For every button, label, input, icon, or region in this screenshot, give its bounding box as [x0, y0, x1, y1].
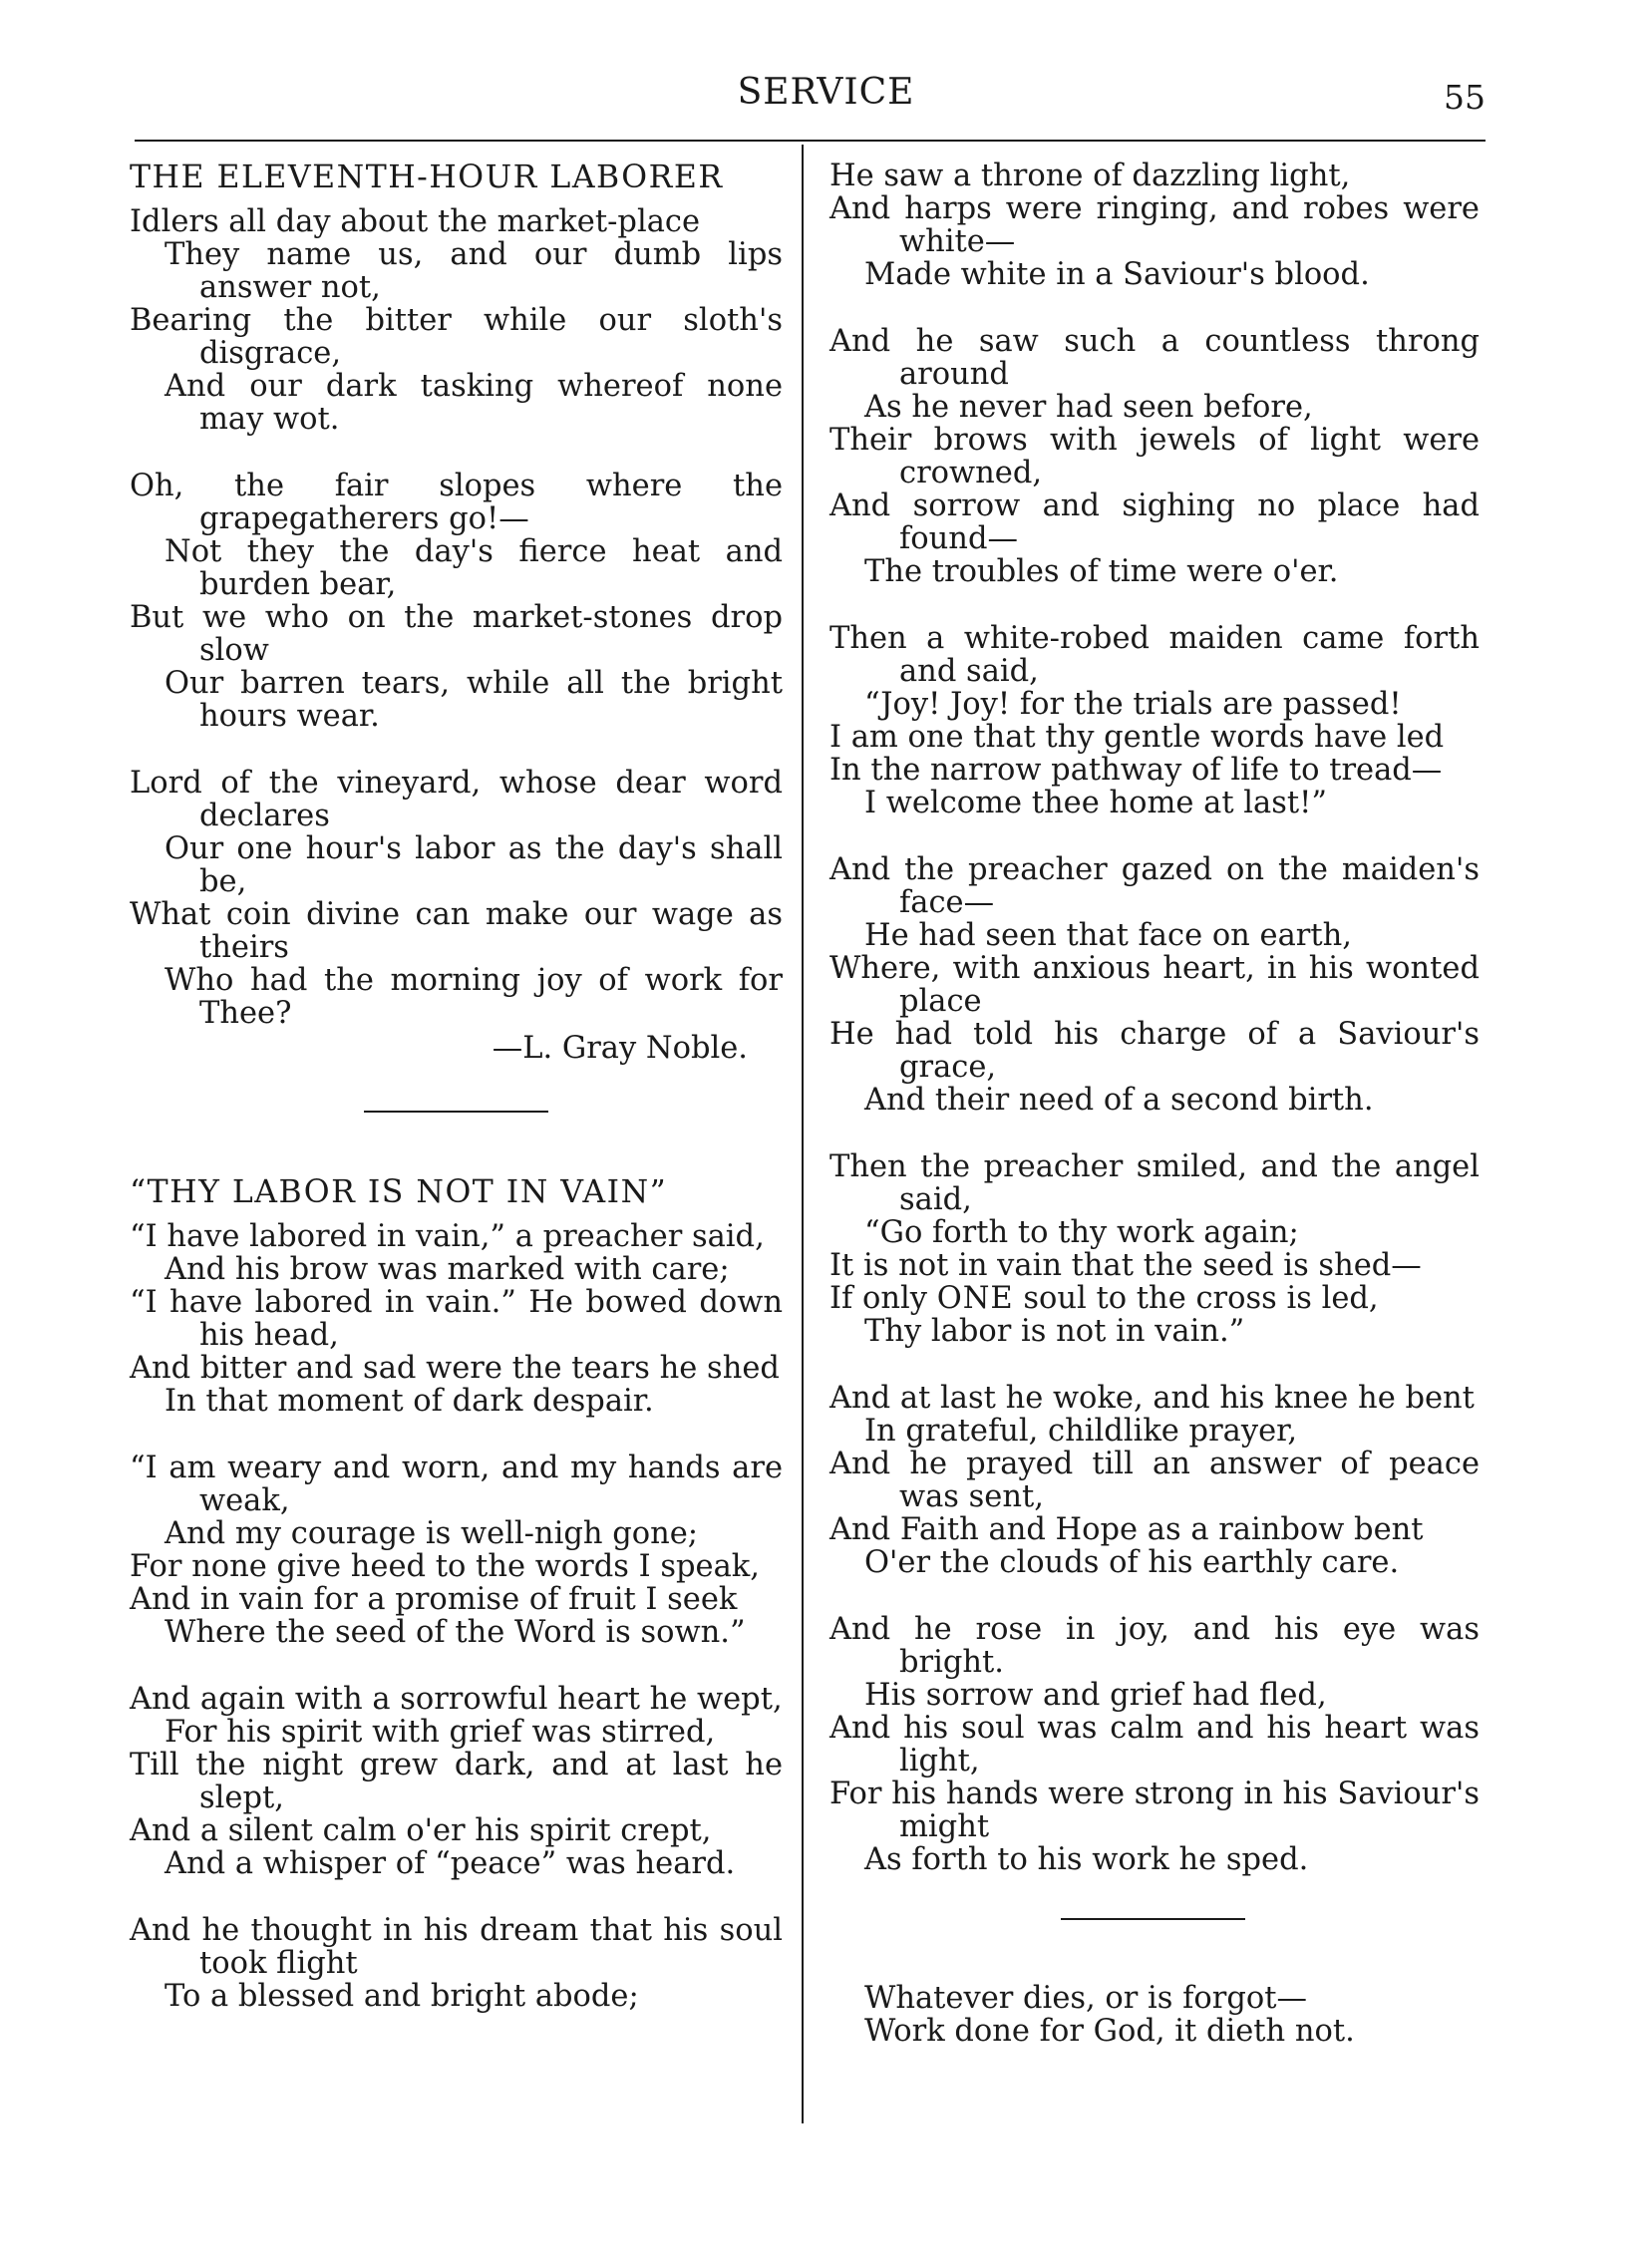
stanza [829, 853, 1480, 1117]
verse-line: What coin divine can make our wage as theirs [130, 897, 783, 965]
stanza [829, 160, 1480, 291]
attribution: —L. Gray Noble. [492, 1031, 748, 1066]
verse-line: And in vain for a promise of fruit I seek [130, 1582, 738, 1617]
verse-line: And our dark tasking whereof none may wot. [165, 369, 783, 437]
verse-line: And harps were ringing, and robes were white— [829, 191, 1480, 259]
verse-line: And at last he woke, and his knee he bent [829, 1381, 1475, 1416]
verse-line: Not they the day's fierce heat and burden bear, [165, 534, 783, 602]
header-rule [135, 140, 1486, 142]
verse-line: He saw a throne of dazzling light, [829, 159, 1351, 193]
verse-line: They name us, and our dumb lips answer not, [165, 237, 783, 305]
left-column [130, 160, 783, 2013]
verse-line: Thy labor is not in vain.” [864, 1314, 1245, 1349]
verse-line: Oh, the fair slopes where the grapegatherers go!— [130, 469, 783, 536]
verse-line: For his spirit with grief was stirred, [165, 1715, 716, 1750]
verse-line: In that moment of dark despair. [165, 1384, 654, 1419]
verse-line: O'er the clouds of his earthly care. [864, 1545, 1400, 1580]
verse-line: And a silent calm o'er his spirit crept, [130, 1813, 712, 1848]
verse-line: And his soul was calm and his heart was light, [829, 1711, 1480, 1778]
verse-line: “Joy! Joy! for the trials are passed! [864, 687, 1402, 722]
stanza [130, 1452, 783, 1649]
verse-line: For none give heed to the words I speak, [130, 1549, 760, 1584]
verse-line: And again with a sorrowful heart he wept, [130, 1682, 783, 1717]
verse-line: And their need of a second birth. [864, 1083, 1374, 1118]
verse-line: He had told his charge of a Saviour's grace, [829, 1017, 1480, 1085]
verse-line: For his hands were strong in his Saviour's might [829, 1777, 1480, 1844]
column-rule [802, 145, 804, 2123]
verse-line: And his brow was marked with care; [165, 1252, 730, 1287]
verse-line: Who had the morning joy of work for Thee? [165, 963, 783, 1031]
verse-line: And he prayed till an answer of peace was sent, [829, 1447, 1480, 1514]
verse-line: I am one that thy gentle words have led [829, 720, 1445, 755]
verse-line: Work done for God, it dieth not. [864, 2014, 1355, 2049]
verse-line: And a whisper of “peace” was heard. [165, 1846, 736, 1881]
stanza [130, 1683, 783, 1880]
verse-line: As forth to his work he sped. [864, 1842, 1309, 1877]
verse-line: And my courage is well-nigh gone; [165, 1516, 699, 1551]
verse-line: I welcome thee home at last!” [864, 786, 1327, 820]
verse-line: Then the preacher smiled, and the angel said, [829, 1149, 1480, 1217]
stanza [829, 325, 1480, 588]
stanza [829, 1150, 1480, 1348]
verse-line: “I am weary and worn, and my hands are weak, [130, 1451, 783, 1518]
verse-line: Whatever dies, or is forgot— [864, 1981, 1308, 2016]
verse-line: Bearing the bitter while our sloth's disgrace, [130, 303, 783, 371]
stanza [130, 470, 783, 733]
section-divider [1061, 1918, 1245, 1920]
verse-line: It is not in vain that the seed is shed— [829, 1248, 1422, 1283]
verse-line: “I have labored in vain,” a preacher said, [130, 1219, 765, 1254]
verse-emphasis: ONE [936, 1281, 1014, 1316]
poem-title: “THY LABOR IS NOT IN VAIN” [130, 1174, 668, 1210]
verse-line: And Faith and Hope as a rainbow bent [829, 1512, 1424, 1547]
running-title: SERVICE [737, 72, 915, 113]
verse-fragment: soul to the cross is led, [1013, 1281, 1379, 1316]
verse-line: But we who on the market-stones drop slow [130, 600, 783, 668]
verse-line: To a blessed and bright abode; [165, 1979, 639, 2014]
verse-line: Lord of the vineyard, whose dear word declares [130, 766, 783, 833]
right-column [829, 160, 1480, 2082]
epigraph [829, 1982, 1480, 2048]
verse-line: The troubles of time were o'er. [864, 554, 1339, 589]
verse-line: Till the night grew dark, and at last he slept, [130, 1748, 783, 1815]
verse-line: He had seen that face on earth, [864, 918, 1352, 953]
verse-line: As he never had seen before, [864, 390, 1313, 425]
verse-fragment: If only [829, 1281, 937, 1316]
verse-line: And he thought in his dream that his soul took flight [130, 1913, 783, 1981]
verse-line: “Go forth to thy work again; [864, 1215, 1299, 1250]
verse-line: Where the seed of the Word is sown.” [165, 1615, 746, 1650]
stanza [829, 622, 1480, 819]
verse-line: And he rose in joy, and his eye was bright. [829, 1612, 1480, 1680]
stanza [829, 1382, 1480, 1579]
stanza [130, 1220, 783, 1418]
verse-line [829, 1282, 1480, 1315]
verse-line: And he saw such a countless throng around [829, 324, 1480, 392]
verse-line: And sorrow and sighing no place had found— [829, 488, 1480, 556]
stanza [829, 1613, 1480, 1876]
page-number: 55 [1444, 78, 1486, 117]
verse-line: His sorrow and grief had fled, [864, 1678, 1327, 1713]
stanza [130, 1914, 783, 2013]
verse-line: Our one hour's labor as the day's shall be, [165, 831, 783, 899]
verse-line: In the narrow pathway of life to tread— [829, 753, 1443, 788]
verse-line: Where, with anxious heart, in his wonted place [829, 951, 1480, 1019]
verse-line: Our barren tears, while all the bright hours wear. [165, 666, 783, 734]
verse-line: In grateful, childlike prayer, [864, 1414, 1298, 1449]
verse-line: “I have labored in vain.” He bowed down his head, [130, 1285, 783, 1353]
stanza [130, 205, 783, 436]
poem-title: THE ELEVENTH-HOUR LABORER [130, 160, 724, 195]
section-divider [364, 1111, 548, 1113]
verse-line: Their brows with jewels of light were crowned, [829, 423, 1480, 490]
verse-line: And bitter and sad were the tears he shed [130, 1351, 780, 1386]
verse-line: Idlers all day about the market-place [130, 204, 701, 239]
stanza [130, 767, 783, 1030]
verse-line: And the preacher gazed on the maiden's face— [829, 852, 1480, 920]
verse-line: Then a white-robed maiden came forth and said, [829, 621, 1480, 689]
verse-line: Made white in a Saviour's blood. [864, 257, 1370, 292]
